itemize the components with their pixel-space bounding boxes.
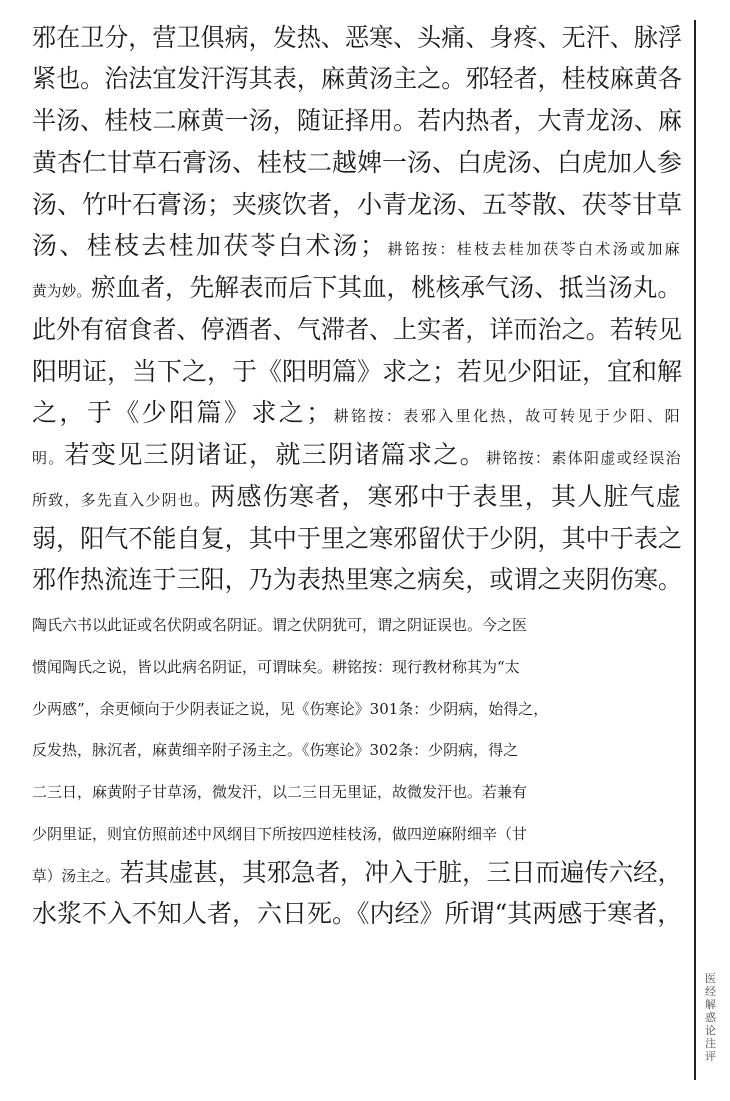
main-text: 邪在卫分，营卫俱病，发热、恶寒、头痛、身疼、无汗、脉浮 bbox=[32, 23, 683, 52]
main-text: 之，于《少阳篇》求之； bbox=[32, 398, 334, 427]
annotation-text: 反发热，脉沉者，麻黄细辛附子汤主之。《伤寒论》302条：少阴病，得之 bbox=[32, 741, 519, 759]
annotation-text: 少两感”，余更倾向于少阴表证之说，见《伤寒论》301条：少阴病，始得之， bbox=[32, 700, 549, 718]
text-line bbox=[32, 189, 682, 221]
annotation-text: 所致，多先直入少阴也。 bbox=[32, 491, 211, 509]
text-line bbox=[32, 481, 682, 513]
annotation-text: 耕铭按：桂枝去桂加茯苓白术汤或加麻 bbox=[387, 240, 683, 258]
text-line bbox=[32, 314, 682, 346]
main-text: 弱，阳气不能自复，其中于里之寒邪留伏于少阴，其中于表之 bbox=[32, 524, 683, 553]
text-line bbox=[32, 356, 682, 388]
text-line bbox=[32, 22, 682, 54]
running-head: 医经解惑论注评 bbox=[705, 972, 716, 1063]
main-text: 阳明证，当下之，于《阳明篇》求之；若见少阳证，宜和解 bbox=[32, 357, 683, 386]
text-line bbox=[32, 773, 527, 805]
text-line bbox=[32, 439, 682, 471]
annotation-text: 二三日，麻黄附子甘草汤，微发汗，以二三日无里证，故微发汗也。若兼有 bbox=[32, 783, 528, 801]
text-line bbox=[32, 564, 682, 596]
text-line bbox=[32, 272, 682, 304]
annotation-text: 陶氏六书以此证或名伏阴或名阴证。谓之伏阴犹可，谓之阴证误也。今之医 bbox=[32, 616, 528, 634]
text-line bbox=[32, 648, 520, 680]
annotation-text: 惯闻陶氏之说，皆以此病名阴证，可谓昧矣。 bbox=[32, 658, 333, 676]
main-text: 瘀血者，先解表而后下其血，桃核承气汤、抵当汤丸。 bbox=[91, 273, 683, 302]
text-line bbox=[32, 523, 682, 555]
main-text: 半汤、桂枝二麻黄一汤，随证择用。若内热者，大青龙汤、麻 bbox=[32, 106, 683, 135]
main-text: 两感伤寒者，寒邪中于表里，其人脏气虚 bbox=[210, 482, 683, 511]
main-text: 汤、竹叶石膏汤；夹痰饮者，小青龙汤、五苓散、茯苓甘草 bbox=[32, 190, 683, 219]
main-text: 汤、桂枝去桂加茯苓白术汤； bbox=[32, 231, 388, 260]
text-line bbox=[32, 397, 682, 429]
margin-rule bbox=[694, 20, 696, 1080]
main-text: 此外有宿食者、停酒者、气滞者、上实者，详而治之。若转见 bbox=[32, 315, 683, 344]
text-line bbox=[32, 815, 527, 847]
main-text: 紧也。治法宜发汗泻其表，麻黄汤主之。邪轻者，桂枝麻黄各 bbox=[32, 64, 683, 93]
main-text: 邪作热流连于三阳，乃为表热里寒之病矣，或谓之夹阴伤寒。 bbox=[32, 565, 683, 594]
main-text: 黄杏仁甘草石膏汤、桂枝二越婢一汤、白虎汤、白虎加人参 bbox=[32, 148, 683, 177]
text-line bbox=[32, 606, 527, 638]
annotation-text: 草）汤主之。 bbox=[32, 867, 120, 885]
annotation-text: 黄为妙。 bbox=[32, 282, 92, 300]
text-line bbox=[32, 857, 682, 889]
annotation-text: 耕铭按：表邪入里化热，故可转见于少阳、阳 bbox=[333, 407, 683, 425]
annotation-text: 明。 bbox=[32, 449, 65, 467]
annotation-text: 耕铭按：素体阳虚或经误治 bbox=[486, 449, 683, 467]
text-line bbox=[32, 230, 682, 262]
text-line bbox=[32, 63, 682, 95]
main-text: 若变见三阴诸证，就三阴诸篇求之。 bbox=[64, 440, 487, 469]
text-line bbox=[32, 898, 682, 930]
annotation-text: 耕铭按：现行教材称其为“太 bbox=[332, 658, 520, 676]
text-line bbox=[32, 147, 682, 179]
text-line bbox=[32, 105, 682, 137]
main-text: 若其虚甚，其邪急者，冲入于脏，三日而遍传六经， bbox=[119, 858, 683, 887]
text-line bbox=[32, 690, 548, 722]
main-text: 水浆不入不知人者，六日死。《内经》所谓“其两感于寒者， bbox=[32, 899, 683, 928]
text-line bbox=[32, 731, 518, 763]
annotation-text: 少阴里证，则宜仿照前述中风纲目下所按四逆桂枝汤，做四逆麻附细辛（甘 bbox=[32, 825, 528, 843]
